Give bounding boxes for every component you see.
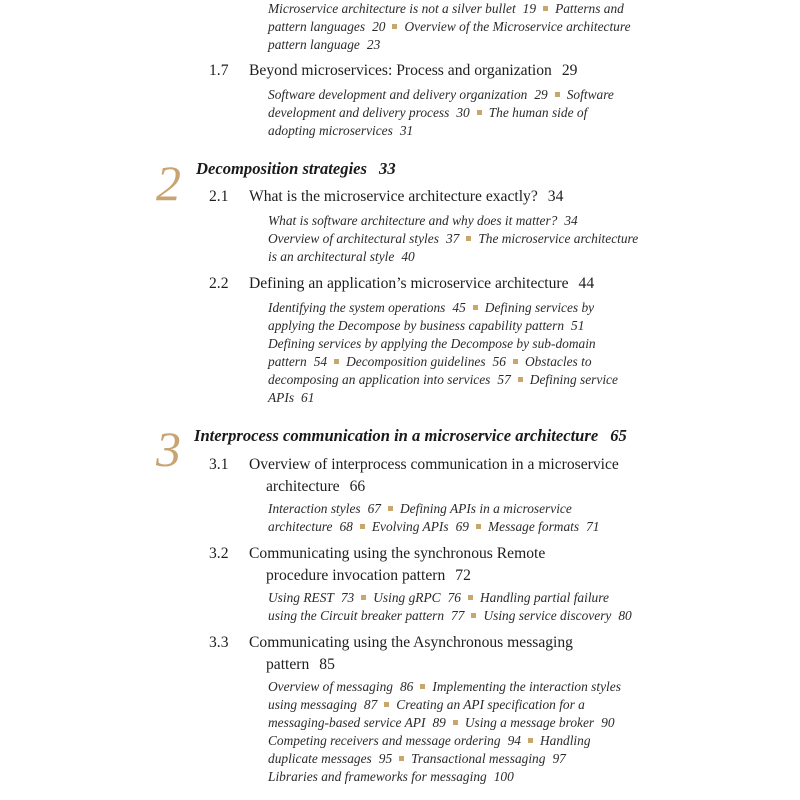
- bullet-separator: [360, 524, 365, 529]
- bullet-separator: [388, 506, 393, 511]
- bullet-separator: [453, 720, 458, 725]
- bullet-separator: [399, 756, 404, 761]
- bullet-separator: [476, 524, 481, 529]
- bullet-separator: [466, 236, 471, 241]
- bullet-separator: [392, 24, 397, 29]
- toc-entry: Using REST 73 Using gRPC 76 Handling partial failure: [268, 590, 609, 605]
- bullet-separator: [477, 110, 482, 115]
- toc-entry: is an architectural style 40: [268, 249, 415, 264]
- toc-entry: duplicate messages 95 Transactional messaging 97: [268, 751, 566, 766]
- bullet-separator: [420, 684, 425, 689]
- toc-entry: Microservice architecture is not a silver bullet 19 Patterns and: [268, 1, 624, 16]
- toc-entry: pattern 54 Decomposition guidelines 56 Obstacles to: [268, 354, 592, 369]
- toc-entry: using the Circuit breaker pattern 77 Using service discovery 80: [268, 608, 632, 623]
- bullet-separator: [361, 595, 366, 600]
- toc-entry: Overview of architectural styles 37 The microservice architecture: [268, 231, 639, 246]
- toc-entry: Defining services by applying the Decompose by sub-domain: [268, 336, 596, 351]
- bullet-separator: [384, 702, 389, 707]
- bullet-separator: [473, 305, 478, 310]
- toc-page: Microservice architecture is not a silver bullet 19 Patterns and pattern languages 20 Overview of the Microservice architecture pattern language 23 1.7 Beyond microservices: Process and organization 29 Software development and delivery organization 29 Software development and delivery process 30 The human side of adopting microservices 31 2 Decomposition strategies 33 2.1 What is the microservice architecture exactly? 34 What is software architecture and why does it matter? 34 Overview of architectural styles 37 The microservice architecture is an architectural style 40 2.2 Defining an application’s microservice architecture 44 Identifying the system operations 45 Defining services by applying the Decompose by business capability pattern 51 Defining services by applying the Decompose by sub-domain pattern 54 Decomposition guidelines 56 Obstacles to decomposing an application into services 57 Defining service APIs 61 3 Interprocess communication in a microservice architecture 65 3.1 Overview of interprocess communication in a microservice architecture 66 Interaction styles 67 Defining APIs in a microservice architecture 68 Evolving APIs 69 Message formats 71 3.2 Communicating using the synchronous Remote procedure invocation pattern 72 Using REST 73 Using gRPC 76 Handling partial failure using the Circuit breaker pattern 77 Using service discovery 80 3.3 Communicating using the Asynchronous messaging pattern 85 Overview of messaging 86 Implementing the interaction styles using messaging 87 Creating an API specification for a messaging-based service API 89 Using a message broker 90 Competing receivers and message ordering 94 Handling duplicate messages 95 Transactional messaging 97 Libraries and frameworks for messaging 100: [156, 1, 639, 784]
- chapter-title: Decomposition strategies 33: [196, 159, 396, 178]
- chapter-number: 2: [156, 155, 181, 211]
- bullet-separator: [471, 613, 476, 618]
- toc-entry: Interaction styles 67 Defining APIs in a microservice: [268, 501, 572, 516]
- toc-entry: Competing receivers and message ordering 94 Handling: [268, 733, 591, 748]
- bullet-separator: [555, 92, 560, 97]
- toc-entry: What is software architecture and why does it matter? 34: [268, 213, 578, 228]
- section-heading-continuation: architecture 66: [266, 478, 366, 495]
- toc-entry: messaging-based service API 89 Using a message broker 90: [268, 715, 615, 730]
- bullet-separator: [334, 359, 339, 364]
- toc-entry: Overview of messaging 86 Implementing the interaction styles: [268, 679, 621, 694]
- bullet-separator: [513, 359, 518, 364]
- toc-entry: using messaging 87 Creating an API specification for a: [268, 697, 585, 712]
- toc-entry: development and delivery process 30 The human side of: [268, 105, 588, 120]
- section-heading-continuation: pattern 85: [266, 656, 335, 673]
- chapter-number: 3: [156, 421, 181, 477]
- bullet-separator: [518, 377, 523, 382]
- chapter-title: Interprocess communication in a microservice architecture 65: [194, 426, 627, 445]
- section-heading-continuation: procedure invocation pattern 72: [266, 567, 471, 584]
- toc-entry: Software development and delivery organization 29 Software: [268, 87, 614, 102]
- bullet-separator: [468, 595, 473, 600]
- bullet-separator: [528, 738, 533, 743]
- toc-entry: APIs 61: [268, 390, 315, 405]
- toc-entry: applying the Decompose by business capability pattern 51: [268, 318, 585, 333]
- toc-entry: adopting microservices 31: [268, 123, 414, 138]
- toc-entry: architecture 68 Evolving APIs 69 Message formats 71: [268, 519, 600, 534]
- toc-entry: Identifying the system operations 45 Defining services by: [268, 300, 595, 315]
- toc-entry: pattern languages 20 Overview of the Microservice architecture: [268, 19, 631, 34]
- toc-entry: pattern language 23: [268, 37, 381, 52]
- toc-entry: decomposing an application into services 57 Defining service: [268, 372, 618, 387]
- bullet-separator: [543, 6, 548, 11]
- toc-entry: Libraries and frameworks for messaging 100: [268, 769, 514, 784]
